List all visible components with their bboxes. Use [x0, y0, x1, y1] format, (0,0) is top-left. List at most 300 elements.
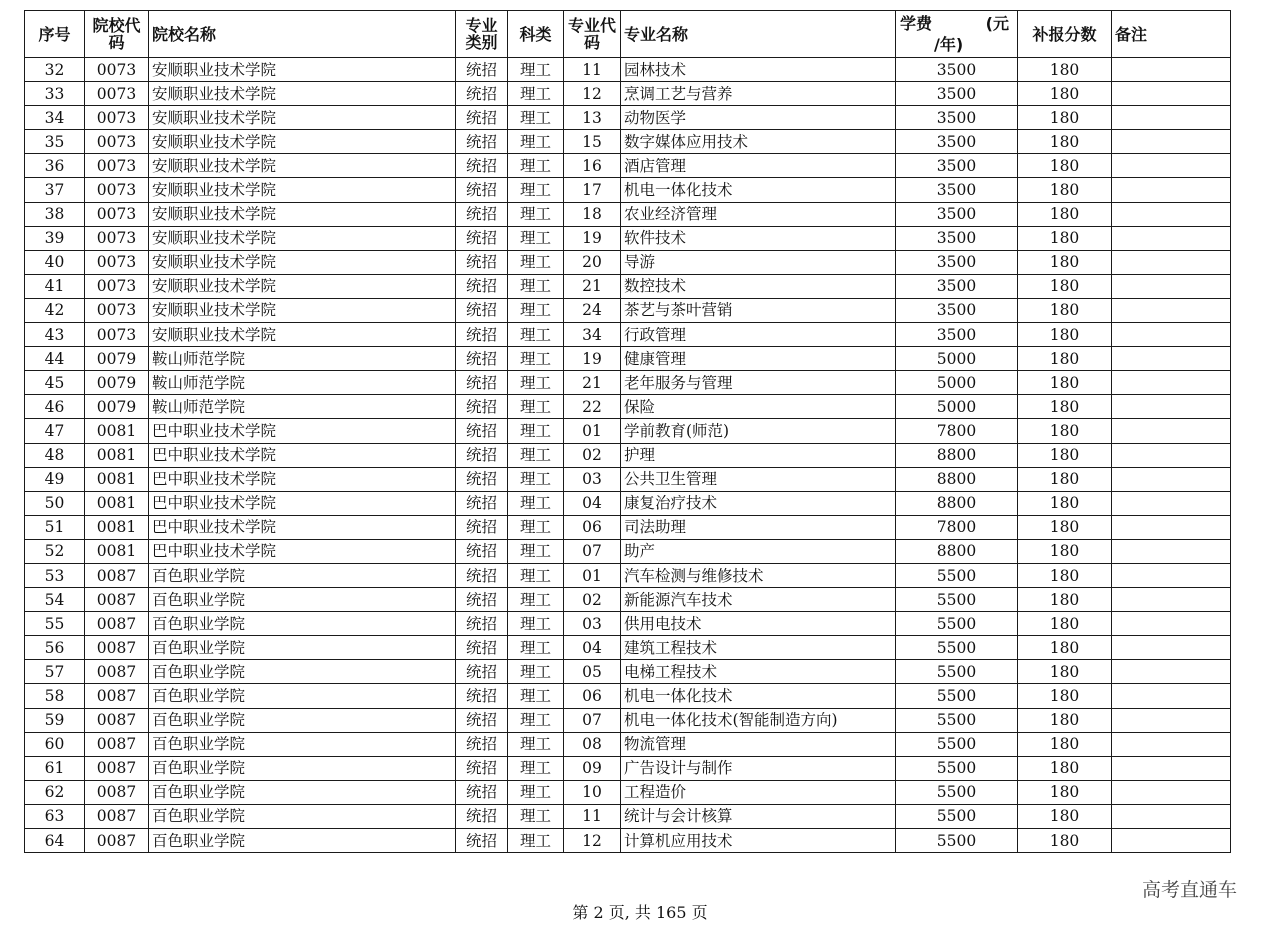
- cell-fee: 5000: [896, 395, 1018, 419]
- cell-major-code: 11: [564, 58, 621, 82]
- table-row: [25, 250, 1231, 274]
- cell-school-name: 巴中职业技术学院: [149, 491, 456, 515]
- cell-school-name: 巴中职业技术学院: [149, 539, 456, 563]
- cell-school-name: 鞍山师范学院: [149, 395, 456, 419]
- cell-subject: 理工: [508, 515, 564, 539]
- cell-school-code: 0087: [85, 636, 149, 660]
- cell-score: 180: [1018, 250, 1112, 274]
- header-fee-label: 学费: [900, 14, 933, 33]
- cell-major-type: 统招: [456, 395, 508, 419]
- cell-score: 180: [1018, 202, 1112, 226]
- cell-score: 180: [1018, 274, 1112, 298]
- cell-school-code: 0081: [85, 419, 149, 443]
- cell-note: [1112, 154, 1231, 178]
- cell-major-type: 统招: [456, 732, 508, 756]
- cell-note: [1112, 780, 1231, 804]
- table-row: [25, 226, 1231, 250]
- header-fee-period: /年): [934, 35, 964, 54]
- cell-seq: 57: [25, 660, 85, 684]
- cell-note: [1112, 419, 1231, 443]
- cell-school-name: 巴中职业技术学院: [149, 419, 456, 443]
- cell-seq: 33: [25, 82, 85, 106]
- cell-major-type: 统招: [456, 515, 508, 539]
- cell-major-name: 司法助理: [621, 515, 896, 539]
- cell-major-type: 统招: [456, 539, 508, 563]
- cell-seq: 59: [25, 708, 85, 732]
- cell-school-code: 0081: [85, 539, 149, 563]
- table-row: [25, 780, 1231, 804]
- cell-subject: 理工: [508, 829, 564, 853]
- cell-seq: 55: [25, 612, 85, 636]
- cell-major-code: 12: [564, 829, 621, 853]
- cell-school-code: 0087: [85, 780, 149, 804]
- watermark: 高考直通车: [1142, 879, 1238, 901]
- cell-score: 180: [1018, 515, 1112, 539]
- cell-school-code: 0087: [85, 684, 149, 708]
- cell-score: 180: [1018, 684, 1112, 708]
- cell-school-name: 安顺职业技术学院: [149, 130, 456, 154]
- cell-school-code: 0087: [85, 660, 149, 684]
- cell-seq: 44: [25, 347, 85, 371]
- header-major-name: 专业名称: [621, 11, 896, 58]
- header-subject: 科类: [508, 11, 564, 58]
- cell-major-code: 34: [564, 323, 621, 347]
- cell-school-name: 百色职业学院: [149, 732, 456, 756]
- cell-major-code: 01: [564, 563, 621, 587]
- cell-score: 180: [1018, 732, 1112, 756]
- cell-seq: 47: [25, 419, 85, 443]
- cell-major-code: 15: [564, 130, 621, 154]
- cell-major-type: 统招: [456, 202, 508, 226]
- cell-major-name: 电梯工程技术: [621, 660, 896, 684]
- cell-seq: 64: [25, 829, 85, 853]
- cell-fee: 5500: [896, 708, 1018, 732]
- cell-fee: 3500: [896, 323, 1018, 347]
- cell-subject: 理工: [508, 708, 564, 732]
- cell-note: [1112, 178, 1231, 202]
- cell-fee: 5500: [896, 660, 1018, 684]
- cell-school-code: 0087: [85, 829, 149, 853]
- cell-major-name: 公共卫生管理: [621, 467, 896, 491]
- cell-fee: 7800: [896, 419, 1018, 443]
- cell-major-name: 酒店管理: [621, 154, 896, 178]
- page-footer: 第 2 页, 共 165 页: [572, 903, 708, 922]
- cell-school-name: 巴中职业技术学院: [149, 443, 456, 467]
- header-score: 补报分数: [1018, 11, 1112, 58]
- cell-subject: 理工: [508, 660, 564, 684]
- cell-fee: 5500: [896, 588, 1018, 612]
- cell-major-type: 统招: [456, 82, 508, 106]
- cell-major-code: 10: [564, 780, 621, 804]
- cell-subject: 理工: [508, 371, 564, 395]
- header-seq: 序号: [25, 11, 85, 58]
- table-row: [25, 371, 1231, 395]
- cell-major-type: 统招: [456, 636, 508, 660]
- cell-seq: 41: [25, 274, 85, 298]
- cell-school-name: 百色职业学院: [149, 708, 456, 732]
- cell-major-code: 09: [564, 756, 621, 780]
- table-row: [25, 106, 1231, 130]
- cell-school-code: 0073: [85, 226, 149, 250]
- cell-seq: 51: [25, 515, 85, 539]
- table-row: [25, 419, 1231, 443]
- cell-note: [1112, 684, 1231, 708]
- cell-note: [1112, 226, 1231, 250]
- cell-major-code: 13: [564, 106, 621, 130]
- table-row: [25, 660, 1231, 684]
- cell-major-name: 保险: [621, 395, 896, 419]
- table-row: [25, 274, 1231, 298]
- cell-score: 180: [1018, 804, 1112, 828]
- cell-subject: 理工: [508, 588, 564, 612]
- table-row: [25, 395, 1231, 419]
- cell-major-code: 21: [564, 274, 621, 298]
- admission-table: [24, 10, 1231, 853]
- cell-fee: 3500: [896, 226, 1018, 250]
- cell-major-code: 21: [564, 371, 621, 395]
- cell-school-code: 0073: [85, 298, 149, 322]
- cell-fee: 3500: [896, 82, 1018, 106]
- cell-subject: 理工: [508, 443, 564, 467]
- cell-school-code: 0073: [85, 274, 149, 298]
- cell-school-name: 鞍山师范学院: [149, 371, 456, 395]
- table-row: [25, 443, 1231, 467]
- cell-major-name: 护理: [621, 443, 896, 467]
- header-fee: [896, 11, 1018, 58]
- cell-fee: 5500: [896, 684, 1018, 708]
- cell-school-code: 0087: [85, 708, 149, 732]
- header-school-code: 院校代码: [85, 11, 149, 58]
- cell-major-code: 06: [564, 515, 621, 539]
- table-header: [25, 11, 1231, 58]
- cell-fee: 5500: [896, 732, 1018, 756]
- cell-note: [1112, 588, 1231, 612]
- cell-subject: 理工: [508, 82, 564, 106]
- cell-major-type: 统招: [456, 443, 508, 467]
- cell-major-code: 18: [564, 202, 621, 226]
- cell-fee: 5500: [896, 829, 1018, 853]
- cell-fee: 8800: [896, 443, 1018, 467]
- cell-school-name: 安顺职业技术学院: [149, 226, 456, 250]
- cell-school-name: 安顺职业技术学院: [149, 202, 456, 226]
- cell-major-code: 07: [564, 708, 621, 732]
- cell-major-name: 动物医学: [621, 106, 896, 130]
- cell-major-name: 机电一体化技术: [621, 178, 896, 202]
- cell-seq: 52: [25, 539, 85, 563]
- cell-school-name: 百色职业学院: [149, 612, 456, 636]
- cell-major-name: 行政管理: [621, 323, 896, 347]
- cell-seq: 48: [25, 443, 85, 467]
- cell-fee: 3500: [896, 58, 1018, 82]
- cell-fee: 8800: [896, 491, 1018, 515]
- cell-major-type: 统招: [456, 178, 508, 202]
- cell-seq: 40: [25, 250, 85, 274]
- cell-school-name: 安顺职业技术学院: [149, 274, 456, 298]
- cell-subject: 理工: [508, 563, 564, 587]
- cell-fee: 5500: [896, 756, 1018, 780]
- table-row: [25, 82, 1231, 106]
- cell-major-name: 供用电技术: [621, 612, 896, 636]
- cell-school-code: 0087: [85, 588, 149, 612]
- cell-major-type: 统招: [456, 250, 508, 274]
- cell-score: 180: [1018, 780, 1112, 804]
- cell-major-type: 统招: [456, 756, 508, 780]
- cell-note: [1112, 202, 1231, 226]
- cell-score: 180: [1018, 347, 1112, 371]
- cell-major-name: 广告设计与制作: [621, 756, 896, 780]
- cell-school-name: 安顺职业技术学院: [149, 154, 456, 178]
- cell-fee: 3500: [896, 130, 1018, 154]
- cell-major-type: 统招: [456, 298, 508, 322]
- cell-major-code: 01: [564, 419, 621, 443]
- cell-note: [1112, 563, 1231, 587]
- cell-subject: 理工: [508, 636, 564, 660]
- cell-major-type: 统招: [456, 660, 508, 684]
- cell-fee: 8800: [896, 467, 1018, 491]
- cell-major-type: 统招: [456, 347, 508, 371]
- table-row: [25, 154, 1231, 178]
- cell-score: 180: [1018, 371, 1112, 395]
- cell-major-code: 07: [564, 539, 621, 563]
- cell-major-type: 统招: [456, 684, 508, 708]
- cell-major-name: 数控技术: [621, 274, 896, 298]
- cell-note: [1112, 804, 1231, 828]
- cell-fee: 5500: [896, 804, 1018, 828]
- cell-seq: 34: [25, 106, 85, 130]
- cell-school-name: 安顺职业技术学院: [149, 178, 456, 202]
- cell-major-type: 统招: [456, 780, 508, 804]
- cell-major-type: 统招: [456, 467, 508, 491]
- cell-seq: 45: [25, 371, 85, 395]
- cell-school-code: 0079: [85, 347, 149, 371]
- cell-school-name: 巴中职业技术学院: [149, 467, 456, 491]
- cell-school-name: 百色职业学院: [149, 829, 456, 853]
- cell-subject: 理工: [508, 419, 564, 443]
- cell-note: [1112, 660, 1231, 684]
- cell-note: [1112, 106, 1231, 130]
- cell-note: [1112, 371, 1231, 395]
- cell-school-code: 0081: [85, 443, 149, 467]
- cell-major-type: 统招: [456, 130, 508, 154]
- cell-note: [1112, 732, 1231, 756]
- cell-major-code: 06: [564, 684, 621, 708]
- cell-seq: 38: [25, 202, 85, 226]
- cell-major-name: 机电一体化技术: [621, 684, 896, 708]
- cell-major-name: 工程造价: [621, 780, 896, 804]
- cell-major-type: 统招: [456, 588, 508, 612]
- cell-major-code: 02: [564, 588, 621, 612]
- cell-subject: 理工: [508, 804, 564, 828]
- cell-seq: 63: [25, 804, 85, 828]
- cell-school-code: 0073: [85, 82, 149, 106]
- cell-major-name: 软件技术: [621, 226, 896, 250]
- cell-subject: 理工: [508, 154, 564, 178]
- table-row: [25, 491, 1231, 515]
- cell-score: 180: [1018, 443, 1112, 467]
- header-major-code: 专业代码: [564, 11, 621, 58]
- cell-seq: 56: [25, 636, 85, 660]
- cell-school-code: 0073: [85, 58, 149, 82]
- table-row: [25, 130, 1231, 154]
- cell-school-name: 安顺职业技术学院: [149, 82, 456, 106]
- cell-school-code: 0081: [85, 467, 149, 491]
- table-row: [25, 563, 1231, 587]
- cell-subject: 理工: [508, 298, 564, 322]
- cell-fee: 5500: [896, 563, 1018, 587]
- cell-score: 180: [1018, 756, 1112, 780]
- cell-fee: 3500: [896, 298, 1018, 322]
- cell-major-type: 统招: [456, 274, 508, 298]
- cell-school-name: 安顺职业技术学院: [149, 250, 456, 274]
- cell-fee: 8800: [896, 539, 1018, 563]
- cell-note: [1112, 298, 1231, 322]
- cell-school-code: 0087: [85, 804, 149, 828]
- cell-subject: 理工: [508, 106, 564, 130]
- cell-school-code: 0073: [85, 202, 149, 226]
- cell-major-name: 茶艺与茶叶营销: [621, 298, 896, 322]
- table-row: [25, 202, 1231, 226]
- cell-note: [1112, 612, 1231, 636]
- cell-school-name: 安顺职业技术学院: [149, 323, 456, 347]
- cell-major-code: 22: [564, 395, 621, 419]
- cell-note: [1112, 274, 1231, 298]
- table-row: [25, 756, 1231, 780]
- cell-note: [1112, 443, 1231, 467]
- cell-score: 180: [1018, 130, 1112, 154]
- cell-major-name: 康复治疗技术: [621, 491, 896, 515]
- cell-major-type: 统招: [456, 804, 508, 828]
- cell-major-type: 统招: [456, 491, 508, 515]
- cell-major-code: 04: [564, 636, 621, 660]
- cell-major-code: 16: [564, 154, 621, 178]
- cell-school-code: 0073: [85, 154, 149, 178]
- cell-seq: 62: [25, 780, 85, 804]
- cell-school-code: 0073: [85, 106, 149, 130]
- header-major-type: 专业类别: [456, 11, 508, 58]
- cell-score: 180: [1018, 491, 1112, 515]
- cell-score: 180: [1018, 467, 1112, 491]
- cell-major-code: 03: [564, 612, 621, 636]
- cell-score: 180: [1018, 58, 1112, 82]
- cell-school-code: 0081: [85, 515, 149, 539]
- cell-note: [1112, 756, 1231, 780]
- cell-subject: 理工: [508, 178, 564, 202]
- cell-major-code: 05: [564, 660, 621, 684]
- cell-school-code: 0079: [85, 395, 149, 419]
- cell-major-type: 统招: [456, 708, 508, 732]
- cell-seq: 53: [25, 563, 85, 587]
- cell-school-name: 百色职业学院: [149, 780, 456, 804]
- cell-school-name: 百色职业学院: [149, 756, 456, 780]
- cell-school-code: 0073: [85, 250, 149, 274]
- cell-note: [1112, 515, 1231, 539]
- cell-major-code: 17: [564, 178, 621, 202]
- cell-major-name: 学前教育(师范): [621, 419, 896, 443]
- cell-subject: 理工: [508, 250, 564, 274]
- cell-school-code: 0087: [85, 756, 149, 780]
- cell-major-type: 统招: [456, 58, 508, 82]
- table-row: [25, 347, 1231, 371]
- cell-subject: 理工: [508, 226, 564, 250]
- cell-note: [1112, 58, 1231, 82]
- cell-major-code: 19: [564, 226, 621, 250]
- cell-fee: 3500: [896, 202, 1018, 226]
- cell-major-name: 汽车检测与维修技术: [621, 563, 896, 587]
- cell-major-code: 11: [564, 804, 621, 828]
- cell-score: 180: [1018, 419, 1112, 443]
- cell-school-code: 0073: [85, 323, 149, 347]
- cell-major-name: 老年服务与管理: [621, 371, 896, 395]
- cell-major-code: 20: [564, 250, 621, 274]
- cell-school-code: 0073: [85, 178, 149, 202]
- cell-major-code: 04: [564, 491, 621, 515]
- cell-score: 180: [1018, 323, 1112, 347]
- cell-subject: 理工: [508, 539, 564, 563]
- cell-seq: 50: [25, 491, 85, 515]
- cell-subject: 理工: [508, 395, 564, 419]
- table-row: [25, 708, 1231, 732]
- cell-major-name: 助产: [621, 539, 896, 563]
- cell-fee: 3500: [896, 178, 1018, 202]
- cell-note: [1112, 829, 1231, 853]
- cell-major-name: 计算机应用技术: [621, 829, 896, 853]
- header-note: 备注: [1112, 11, 1231, 58]
- cell-school-name: 百色职业学院: [149, 636, 456, 660]
- table-row: [25, 58, 1231, 82]
- cell-seq: 43: [25, 323, 85, 347]
- cell-subject: 理工: [508, 347, 564, 371]
- table-row: [25, 804, 1231, 828]
- table-row: [25, 178, 1231, 202]
- cell-seq: 46: [25, 395, 85, 419]
- cell-note: [1112, 636, 1231, 660]
- cell-seq: 32: [25, 58, 85, 82]
- cell-major-type: 统招: [456, 226, 508, 250]
- cell-major-code: 19: [564, 347, 621, 371]
- cell-major-type: 统招: [456, 106, 508, 130]
- cell-major-type: 统招: [456, 829, 508, 853]
- cell-fee: 3500: [896, 154, 1018, 178]
- table-row: [25, 612, 1231, 636]
- cell-major-name: 数字媒体应用技术: [621, 130, 896, 154]
- cell-major-name: 农业经济管理: [621, 202, 896, 226]
- cell-major-name: 建筑工程技术: [621, 636, 896, 660]
- cell-school-name: 百色职业学院: [149, 563, 456, 587]
- cell-fee: 3500: [896, 274, 1018, 298]
- cell-school-name: 百色职业学院: [149, 588, 456, 612]
- cell-fee: 5000: [896, 347, 1018, 371]
- header-school-name: 院校名称: [149, 11, 456, 58]
- cell-fee: 5000: [896, 371, 1018, 395]
- cell-school-name: 百色职业学院: [149, 804, 456, 828]
- cell-seq: 58: [25, 684, 85, 708]
- cell-score: 180: [1018, 660, 1112, 684]
- cell-seq: 37: [25, 178, 85, 202]
- header-fee-unit: (元: [985, 14, 1009, 33]
- cell-major-code: 02: [564, 443, 621, 467]
- cell-subject: 理工: [508, 202, 564, 226]
- cell-school-code: 0073: [85, 130, 149, 154]
- cell-subject: 理工: [508, 612, 564, 636]
- cell-major-name: 烹调工艺与营养: [621, 82, 896, 106]
- cell-subject: 理工: [508, 58, 564, 82]
- cell-score: 180: [1018, 612, 1112, 636]
- cell-subject: 理工: [508, 467, 564, 491]
- cell-major-name: 园林技术: [621, 58, 896, 82]
- cell-subject: 理工: [508, 323, 564, 347]
- cell-major-name: 健康管理: [621, 347, 896, 371]
- cell-note: [1112, 395, 1231, 419]
